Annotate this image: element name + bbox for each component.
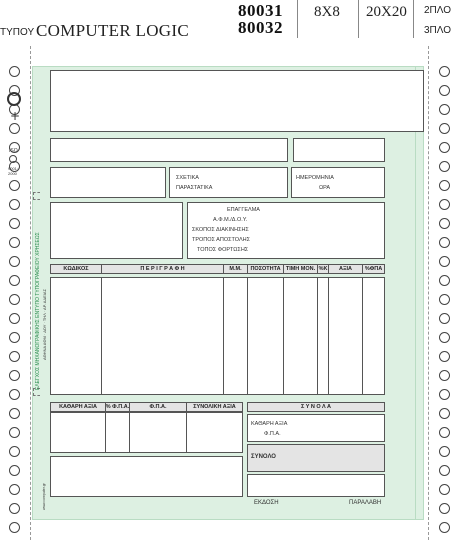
tractor-hole-icon	[9, 484, 20, 495]
profession-label: ΕΠΑΓΓΕΛΜΑ	[227, 207, 260, 213]
column-rule	[247, 277, 248, 395]
tractor-hole-icon	[9, 522, 20, 533]
tractor-hole-icon	[439, 256, 450, 267]
tractor-hole-icon	[9, 389, 20, 400]
size-b: 20X20	[366, 4, 407, 20]
vat-id-label: Α.Φ.Μ./Δ.Ο.Υ.	[213, 217, 248, 223]
related-docs-box	[169, 167, 288, 198]
column-rule	[223, 277, 224, 395]
tractor-hole-icon	[439, 446, 450, 457]
tractor-hole-icon	[9, 218, 20, 229]
tractor-hole-icon	[439, 199, 450, 210]
vat-col-total: ΣΥΝΟΛΙΚΗ ΑΞΙΑ	[186, 402, 243, 412]
tractor-hole-icon	[439, 85, 450, 96]
tractor-hole-icon	[439, 313, 450, 324]
right-perforation	[428, 46, 429, 540]
tractor-hole-icon	[9, 332, 20, 343]
tractor-hole-icon	[9, 237, 20, 248]
date-time-box	[291, 167, 385, 198]
header-prefix: ΤΥΠΟΥ	[0, 27, 35, 38]
tractor-hole-icon	[439, 465, 450, 476]
column-rule	[101, 277, 102, 395]
copies-1: 2ΠΛΟ	[424, 5, 452, 16]
column-rule	[328, 277, 329, 395]
left-perforation	[30, 46, 31, 540]
document-type-box	[50, 138, 288, 162]
documents-label: ΠΑΡΑΣΤΑΤΙΚΑ	[176, 185, 213, 191]
tractor-hole-icon	[439, 142, 450, 153]
tractor-hole-icon	[9, 427, 20, 438]
time-label: ΩΡΑ	[319, 185, 331, 191]
date-label: ΗΜΕΡΟΜΗΝΙΑ	[296, 175, 334, 181]
totals-breakdown-box	[247, 414, 385, 442]
vat-col-amount: Φ.Π.Α.	[129, 402, 187, 412]
tractor-hole-icon	[439, 66, 450, 77]
tractor-hole-icon	[9, 370, 20, 381]
totals-net-label: ΚΑΘΑΡΗ ΑΞΙΑ	[251, 421, 288, 427]
tractor-hole-icon	[439, 104, 450, 115]
product-code-2: 80032	[238, 18, 283, 37]
registration-mark-icon	[7, 92, 21, 106]
header-divider	[297, 0, 298, 38]
series-box	[50, 167, 166, 198]
tractor-hole-icon	[439, 351, 450, 362]
tractor-hole-icon	[439, 237, 450, 248]
signature-box	[247, 474, 385, 497]
col-discount: %Κ	[318, 266, 328, 272]
col-vat-rate: %ΦΠΑ	[362, 264, 385, 274]
tractor-hole-icon	[439, 332, 450, 343]
copies-2: 3ΠΛΟ	[424, 25, 452, 36]
tractor-hole-icon	[9, 66, 20, 77]
vat-col-rate: % Φ.Π.Α.	[105, 404, 130, 410]
crosshair-icon: +	[10, 109, 21, 123]
tractor-hole-icon	[9, 199, 20, 210]
vat-body	[50, 412, 243, 453]
tractor-hole-icon	[439, 503, 450, 514]
alignment-mark	[33, 192, 40, 200]
totals-title: Σ Υ Ν Ο Λ Α	[247, 402, 385, 412]
col-code: ΚΩΔΙΚΟΣ	[50, 264, 102, 274]
iso-year: 2000	[8, 171, 17, 176]
iso-label: ISO	[9, 148, 18, 154]
issue-label: ΕΚΔΟΣΗ	[254, 500, 279, 506]
column-rule	[362, 277, 363, 395]
header-divider	[413, 0, 414, 38]
col-description: Π Ε Ρ Ι Γ Ρ Α Φ Η	[101, 264, 224, 274]
tractor-hole-icon	[9, 351, 20, 362]
col-quantity: ΠΟΣΟΤΗΤΑ	[247, 264, 284, 274]
tractor-hole-icon	[439, 484, 450, 495]
brand-title: COMPUTER LOGIC	[36, 21, 189, 40]
column-rule	[105, 412, 106, 453]
tractor-hole-icon	[9, 313, 20, 324]
tractor-hole-icon	[439, 408, 450, 419]
tractor-hole-icon	[9, 180, 20, 191]
tractor-hole-icon	[439, 180, 450, 191]
tractor-hole-icon	[439, 275, 450, 286]
tractor-hole-icon	[439, 427, 450, 438]
col-value: ΑΞΙΑ	[328, 264, 363, 274]
printer-vertical-text: ΕΛΕΓΧΟΣ ΜΗΧΑΝΟΓΡΑΦΙΚΗΣ ΕΝΤΥΠΟ ΤΥΠΟΓΡΑΦΕΙΟΥ ΧΡΗΣΕΩΣ	[35, 232, 41, 390]
tractor-hole-icon	[9, 446, 20, 457]
column-rule	[129, 412, 130, 453]
tractor-hole-icon	[9, 275, 20, 286]
vat-col-net: ΚΑΘΑΡΗ ΑΞΙΑ	[50, 402, 106, 412]
tractor-hole-icon	[439, 389, 450, 400]
shipping-method-label: ΤΡΟΠΟΣ ΑΠΟΣΤΟΛΗΣ	[192, 237, 250, 243]
tractor-hole-icon	[9, 503, 20, 514]
totals-vat-label: Φ.Π.Α.	[264, 431, 281, 437]
related-label: ΣΧΕΤΙΚΑ	[176, 175, 199, 181]
loading-place-label: ΤΟΠΟΣ ΦΟΡΤΩΣΗΣ	[197, 247, 249, 253]
form-background-edge	[416, 66, 424, 520]
tractor-hole-icon	[9, 294, 20, 305]
receipt-label: ΠΑΡΑΛΑΒΗ	[349, 500, 382, 506]
customer-details-box	[187, 202, 385, 259]
purpose-label: ΣΚΟΠΟΣ ΔΙΑΚΙΝΗΣΗΣ	[192, 227, 249, 233]
tractor-hole-icon	[439, 161, 450, 172]
product-code-1: 80031	[238, 1, 283, 20]
tractor-hole-icon	[439, 218, 450, 229]
col-unit-price: ΤΙΜΗ ΜΟΝ.	[283, 264, 318, 274]
tractor-hole-icon	[9, 123, 20, 134]
printer-vertical-details: ΑΘΗΝΑ ΑΦΜ · ΔΟΥ · ΤΗΛ · ΑΡ. ΑΔΕΙΑΣ	[42, 288, 47, 360]
tractor-hole-icon	[9, 408, 20, 419]
company-header-box	[50, 70, 424, 132]
printer-site: www.computer.gr	[42, 483, 46, 510]
column-rule	[317, 277, 318, 395]
grand-total-box	[247, 444, 385, 472]
column-rule	[186, 412, 187, 453]
col-unit: Μ.Μ.	[223, 264, 248, 274]
tractor-hole-icon	[9, 465, 20, 476]
customer-name-box	[50, 202, 183, 259]
grand-total-label: ΣΥΝΟΛΟ	[251, 454, 276, 460]
tractor-hole-icon	[9, 256, 20, 267]
document-number-box	[293, 138, 385, 162]
column-rule	[283, 277, 284, 395]
header-divider	[358, 0, 359, 38]
iso-seal-icon	[9, 155, 17, 163]
tractor-hole-icon	[439, 123, 450, 134]
notes-box	[50, 456, 243, 497]
iso-code: 9001:	[8, 166, 19, 171]
tractor-hole-icon	[439, 294, 450, 305]
size-a: 8X8	[314, 4, 340, 20]
tractor-hole-icon	[439, 370, 450, 381]
tractor-hole-icon	[439, 522, 450, 533]
